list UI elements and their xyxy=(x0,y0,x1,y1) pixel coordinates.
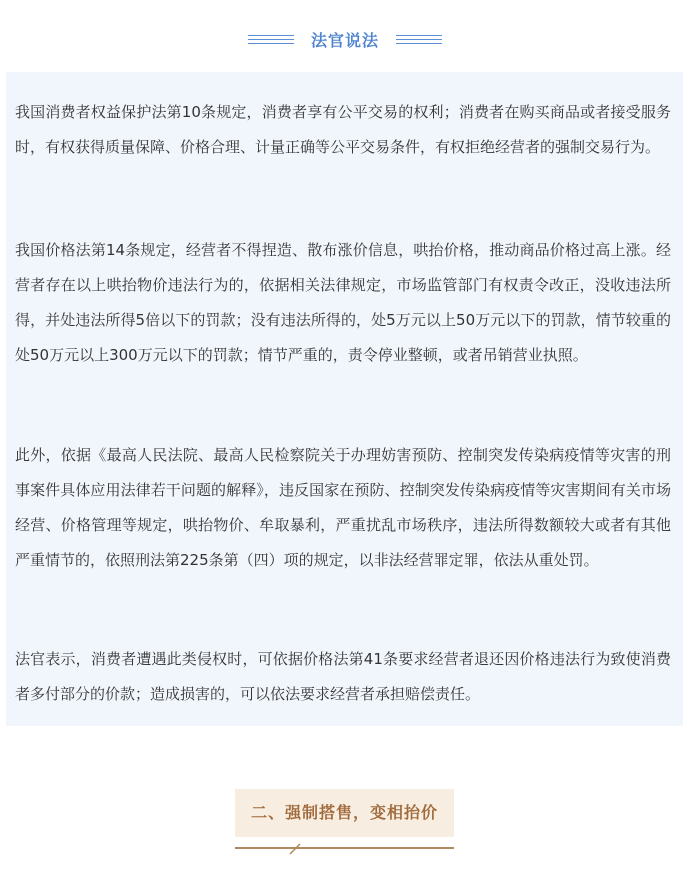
title-left-decoration xyxy=(248,35,294,44)
paragraph-judge-statement: 法官表示，消费者遭遇此类侵权时，可依据价格法第41条要求经营者退还因价格违法行为致使消费者多付部分的价款；造成损害的，可以依法要求经营者承担赔偿责任。 xyxy=(15,650,671,703)
paragraph-consumer-law: 我国消费者权益保护法第10条规定，消费者享有公平交易的权利；消费者在购买商品或者接受服务时，有权获得质量保障、价格合理、计量正确等公平交易条件，有权拒绝经营者的强制交易行为。 xyxy=(15,103,671,156)
paragraph-price-law: 我国价格法第14条规定，经营者不得捏造、散布涨价信息，哄抬价格，推动商品价格过高上涨。经营者存在以上哄抬物价违法行为的，依据相关法律规定，市场监管部门有权责令改正，没收违法所得，并处违法所得5倍以下的罚款；没有违法所得的，处5万元以上50万元以下的罚款，情节较重的处50万元以上300万元以下的罚款；情节严重的，责令停业整顿，或者吊销营业执照。 xyxy=(15,241,671,364)
title-right-decoration xyxy=(396,35,442,44)
slash-decoration-icon xyxy=(289,841,301,855)
section-heading: 二、强制搭售，变相抬价 xyxy=(250,803,438,822)
content-box xyxy=(6,72,683,726)
paragraph-judicial-interpretation: 此外，依据《最高人民法院、最高人民检察院关于办理妨害预防、控制突发传染病疫情等灾害的刑事案件具体应用法律若干问题的解释》，违反国家在预防、控制突发传染病疫情等灾害期间有关市场经营、价格管理等规定，哄抬物价、牟取暴利，严重扰乱市场秩序，违法所得数额较大或者有其他严重情节的，依照刑法第225条第（四）项的规定，以非法经营罪定罪，依法从重处罚。 xyxy=(15,446,671,569)
section-title-header xyxy=(0,22,689,58)
section-heading-bar xyxy=(235,789,454,837)
page-title: 法官说法 xyxy=(310,31,379,50)
section-underline xyxy=(235,847,454,849)
